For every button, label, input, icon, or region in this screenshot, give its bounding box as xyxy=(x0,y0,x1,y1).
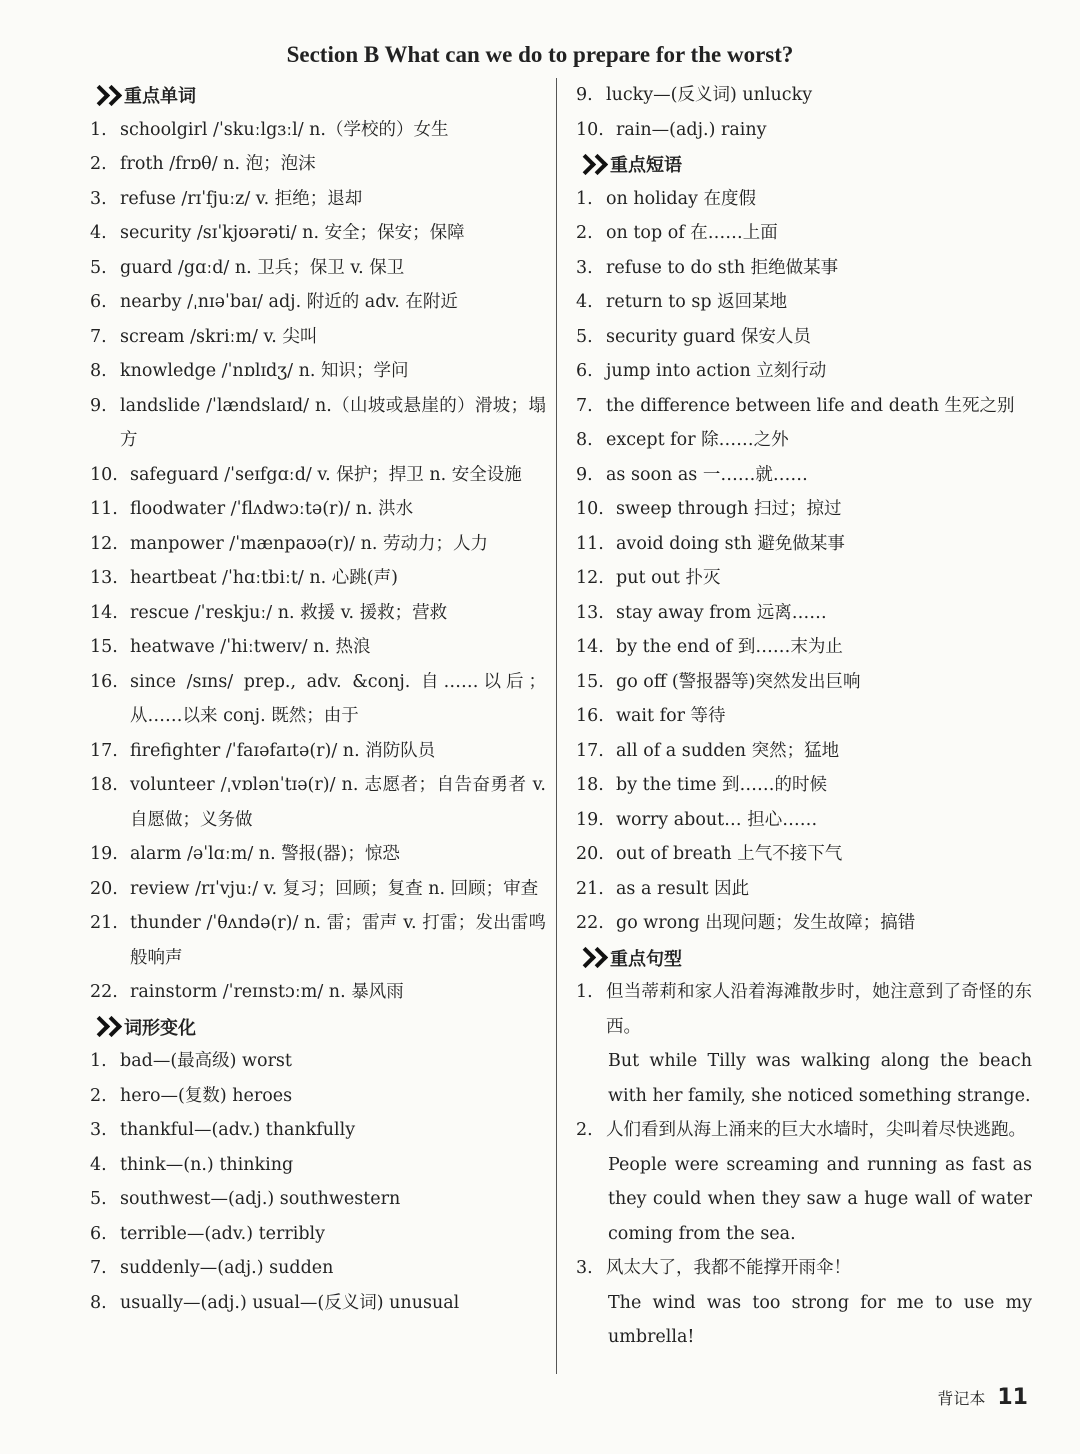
item-number: 10. xyxy=(576,119,604,140)
page-title: Section B What can we do to prepare for the worst? xyxy=(286,42,794,67)
list-item xyxy=(576,665,1032,700)
item-number: 4. xyxy=(90,223,107,243)
left-column xyxy=(90,78,546,1320)
item-number: 16. xyxy=(576,706,604,726)
item-text: rainstorm /ˈreɪnstɔːm/ n. 暴风雨 xyxy=(130,982,404,1002)
item-text: schoolgirl /ˈskuːlgɜːl/ n.（学校的）女生 xyxy=(120,119,449,140)
item-number: 17. xyxy=(576,740,604,761)
page-number: 11 xyxy=(997,1385,1028,1410)
item-text: firefighter /ˈfaɪəfaɪtə(r)/ n. 消防队员 xyxy=(130,740,436,761)
double-chevron-icon xyxy=(578,950,602,965)
item-text: nearby /ˌnɪəˈbaɪ/ adj. 附近的 adv. 在附近 xyxy=(120,292,458,312)
item-text: heartbeat /ˈhɑːtbiːt/ n. 心跳(声) xyxy=(130,568,398,588)
double-chevron-icon xyxy=(92,88,116,103)
item-text: scream /skriːm/ v. 尖叫 xyxy=(120,326,318,347)
list-item xyxy=(576,78,1032,113)
item-text: security /sɪˈkjʊərəti/ n. 安全；保安；保障 xyxy=(120,223,465,243)
item-number: 21. xyxy=(90,913,118,933)
sentence-list xyxy=(576,975,1032,1355)
item-number: 18. xyxy=(90,775,118,795)
list-item xyxy=(90,113,546,148)
section-heading-sentences: 重点句型 xyxy=(576,941,1032,976)
list-item xyxy=(90,837,546,872)
item-text: all of a sudden 突然；猛地 xyxy=(616,740,840,761)
item-number: 15. xyxy=(576,671,604,692)
item-text: think—(n.) thinking xyxy=(120,1154,294,1175)
sentence-english: But while Tilly was walking along the beach with her family, she noticed something strange. xyxy=(608,1051,1032,1106)
list-item xyxy=(576,423,1032,458)
item-text: lucky—(反义词) unlucky xyxy=(606,85,813,105)
item-text: terrible—(adv.) terribly xyxy=(120,1223,326,1244)
list-item xyxy=(576,182,1032,217)
list-item xyxy=(90,251,546,286)
sentence-chinese: 风太大了，我都不能撑开雨伞！ xyxy=(606,1258,851,1278)
list-item xyxy=(576,354,1032,389)
list-item xyxy=(90,1148,546,1183)
item-text: except for 除……之外 xyxy=(606,430,789,450)
list-item xyxy=(90,458,546,493)
list-item xyxy=(90,389,546,458)
item-text: go off (警报器等)突然发出巨响 xyxy=(616,671,861,692)
list-item xyxy=(576,216,1032,251)
item-text: hero—(复数) heroes xyxy=(120,1085,293,1106)
right-column xyxy=(576,78,1032,1355)
double-chevron-icon xyxy=(578,157,602,172)
item-number: 7. xyxy=(90,326,107,347)
item-number: 8. xyxy=(576,430,593,450)
list-item xyxy=(90,1286,546,1321)
item-number: 15. xyxy=(90,637,118,657)
list-item xyxy=(576,803,1032,838)
item-text: froth /frɒθ/ n. 泡；泡沫 xyxy=(120,154,316,174)
item-number: 2. xyxy=(576,223,593,243)
item-text: return to sp 返回某地 xyxy=(606,292,788,312)
list-item xyxy=(576,458,1032,493)
item-number: 14. xyxy=(90,602,118,623)
list-item xyxy=(90,182,546,217)
wordform-list xyxy=(90,1044,546,1320)
list-item xyxy=(90,1044,546,1079)
list-item xyxy=(576,734,1032,769)
item-number: 22. xyxy=(90,982,118,1002)
item-number: 1. xyxy=(90,119,107,140)
item-number: 5. xyxy=(90,1189,107,1209)
item-text: by the time 到……的时候 xyxy=(616,775,828,795)
item-number: 13. xyxy=(90,568,118,588)
item-text: on top of 在……上面 xyxy=(606,223,778,243)
item-number: 3. xyxy=(90,188,107,209)
item-number: 18. xyxy=(576,775,604,795)
item-number: 19. xyxy=(576,809,604,830)
list-item xyxy=(90,216,546,251)
item-number: 7. xyxy=(90,1258,107,1278)
item-text: as a result 因此 xyxy=(616,878,750,899)
item-text: refuse /rɪˈfjuːz/ v. 拒绝；退却 xyxy=(120,188,363,209)
list-item xyxy=(90,665,546,734)
wordform-list-continued xyxy=(576,78,1032,147)
item-text: rain—(adj.) rainy xyxy=(616,119,767,140)
item-text: review /rɪˈvjuː/ v. 复习；回顾；复查 n. 回顾；审查 xyxy=(130,878,539,899)
item-text: alarm /əˈlɑːm/ n. 警报(器)；惊恐 xyxy=(130,844,400,864)
sentence-item xyxy=(576,1251,1032,1286)
item-text: put out 扑灭 xyxy=(616,568,721,588)
item-number: 22. xyxy=(576,913,604,933)
item-text: thunder /ˈθʌndə(r)/ n. 雷；雷声 v. 打雷；发出雷鸣般响声 xyxy=(130,913,546,968)
list-item xyxy=(90,1182,546,1217)
item-text: on holiday 在度假 xyxy=(606,188,756,209)
sentence-english: The wind was too strong for me to use my umbrella! xyxy=(608,1292,1032,1347)
item-number: 1. xyxy=(576,188,593,209)
item-text: landslide /ˈlændslaɪd/ n.（山坡或悬崖的）滑坡；塌方 xyxy=(120,395,546,450)
item-text: by the end of 到……末为止 xyxy=(616,637,843,657)
double-chevron-icon xyxy=(92,1019,116,1034)
item-number: 2. xyxy=(90,1085,107,1106)
item-text: knowledge /ˈnɒlɪdʒ/ n. 知识；学问 xyxy=(120,361,409,381)
item-number: 9. xyxy=(90,395,107,416)
list-item xyxy=(90,354,546,389)
list-item xyxy=(576,251,1032,286)
item-text: since /sɪns/ prep., adv. &conj. 自……以后；从……以来 conj. 既然；由于 xyxy=(130,671,546,726)
list-item xyxy=(90,320,546,355)
item-text: guard /gɑːd/ n. 卫兵；保卫 v. 保卫 xyxy=(120,257,405,278)
list-item xyxy=(576,113,1032,148)
item-text: volunteer /ˌvɒlənˈtɪə(r)/ n. 志愿者；自告奋勇者 v. 自愿做；义务做 xyxy=(130,775,546,830)
item-number: 6. xyxy=(576,361,593,381)
list-item xyxy=(90,147,546,182)
list-item xyxy=(90,596,546,631)
item-number: 3. xyxy=(576,257,593,278)
item-text: jump into action 立刻行动 xyxy=(606,361,827,381)
item-number: 4. xyxy=(576,292,593,312)
list-item xyxy=(90,734,546,769)
item-text: safeguard /ˈseɪfgɑːd/ v. 保护；捍卫 n. 安全设施 xyxy=(130,464,522,485)
item-text: avoid doing sth 避免做某事 xyxy=(616,533,845,554)
sentence-item xyxy=(576,975,1032,1044)
item-number: 20. xyxy=(576,844,604,864)
item-number: 3. xyxy=(576,1258,593,1278)
list-item xyxy=(576,596,1032,631)
item-number: 1. xyxy=(90,1051,107,1071)
list-item xyxy=(90,527,546,562)
item-number: 2. xyxy=(576,1120,593,1140)
sentence-chinese: 但当蒂莉和家人沿着海滩散步时，她注意到了奇怪的东西。 xyxy=(606,982,1032,1037)
item-number: 10. xyxy=(90,464,118,485)
item-text: heatwave /ˈhiːtweɪv/ n. 热浪 xyxy=(130,637,371,657)
list-item xyxy=(576,320,1032,355)
item-text: out of breath 上气不接下气 xyxy=(616,844,843,864)
list-item xyxy=(90,285,546,320)
item-text: security guard 保安人员 xyxy=(606,326,811,347)
item-text: rescue /ˈreskjuː/ n. 救援 v. 援救；营救 xyxy=(130,602,448,623)
column-divider xyxy=(556,78,557,1374)
item-text: suddenly—(adj.) sudden xyxy=(120,1258,334,1278)
sentence-chinese: 人们看到从海上涌来的巨大水墙时，尖叫着尽快逃跑。 xyxy=(606,1120,1026,1140)
list-item xyxy=(576,630,1032,665)
item-text: the difference between life and death 生死之别 xyxy=(606,395,1015,416)
phrase-list xyxy=(576,182,1032,941)
item-text: bad—(最高级) worst xyxy=(120,1051,292,1071)
list-item xyxy=(90,872,546,907)
page-footer xyxy=(937,1385,1028,1410)
item-text: sweep through 扫过；掠过 xyxy=(616,499,842,519)
item-number: 2. xyxy=(90,154,107,174)
list-item xyxy=(90,906,546,975)
section-heading-phrases: 重点短语 xyxy=(576,147,1032,182)
item-number: 14. xyxy=(576,637,604,657)
item-number: 20. xyxy=(90,878,118,899)
item-number: 11. xyxy=(90,499,118,519)
item-number: 12. xyxy=(576,568,604,588)
vocab-list xyxy=(90,113,546,1010)
item-number: 10. xyxy=(576,499,604,519)
item-text: go wrong 出现问题；发生故障；搞错 xyxy=(616,913,916,933)
item-number: 6. xyxy=(90,1223,107,1244)
list-item xyxy=(576,527,1032,562)
list-item xyxy=(90,1217,546,1252)
list-item xyxy=(576,906,1032,941)
item-number: 5. xyxy=(90,257,107,278)
list-item xyxy=(90,1113,546,1148)
list-item xyxy=(576,837,1032,872)
list-item xyxy=(576,561,1032,596)
list-item xyxy=(90,975,546,1010)
item-number: 16. xyxy=(90,671,118,692)
list-item xyxy=(576,872,1032,907)
list-item xyxy=(576,285,1032,320)
item-number: 12. xyxy=(90,533,118,554)
item-number: 6. xyxy=(90,292,107,312)
item-text: southwest—(adj.) southwestern xyxy=(120,1189,401,1209)
list-item xyxy=(576,699,1032,734)
item-text: as soon as 一……就…… xyxy=(606,464,808,485)
item-number: 19. xyxy=(90,844,118,864)
item-number: 9. xyxy=(576,464,593,485)
item-number: 4. xyxy=(90,1154,107,1175)
item-number: 3. xyxy=(90,1120,107,1140)
item-text: floodwater /ˈflʌdwɔːtə(r)/ n. 洪水 xyxy=(130,499,414,519)
list-item xyxy=(576,389,1032,424)
item-number: 11. xyxy=(576,533,604,554)
sentence-item xyxy=(576,1113,1032,1148)
section-heading-vocab: 重点单词 xyxy=(90,78,546,113)
list-item xyxy=(90,1251,546,1286)
item-number: 13. xyxy=(576,602,604,623)
list-item xyxy=(90,630,546,665)
item-number: 8. xyxy=(90,1292,107,1313)
item-number: 9. xyxy=(576,85,593,105)
list-item xyxy=(90,768,546,837)
item-text: stay away from 远离…… xyxy=(616,602,827,623)
item-text: manpower /ˈmænpaʊə(r)/ n. 劳动力；人力 xyxy=(130,533,489,554)
item-number: 7. xyxy=(576,395,593,416)
footer-label: 背记本 xyxy=(937,1389,986,1408)
list-item xyxy=(90,1079,546,1114)
item-number: 5. xyxy=(576,326,593,347)
list-item xyxy=(576,768,1032,803)
item-number: 17. xyxy=(90,740,118,761)
item-text: thankful—(adv.) thankfully xyxy=(120,1120,356,1140)
item-number: 21. xyxy=(576,878,604,899)
item-text: refuse to do sth 拒绝做某事 xyxy=(606,257,839,278)
item-text: usually—(adj.) usual—(反义词) unusual xyxy=(120,1292,460,1313)
item-number: 1. xyxy=(576,982,593,1002)
item-number: 8. xyxy=(90,361,107,381)
section-heading-wordforms: 词形变化 xyxy=(90,1010,546,1045)
list-item xyxy=(90,492,546,527)
list-item xyxy=(576,492,1032,527)
list-item xyxy=(90,561,546,596)
item-text: wait for 等待 xyxy=(616,706,726,726)
item-text: worry about… 担心…… xyxy=(616,809,818,830)
sentence-english: People were screaming and running as fast as they could when they saw a huge wall of water coming from the sea. xyxy=(608,1154,1032,1244)
